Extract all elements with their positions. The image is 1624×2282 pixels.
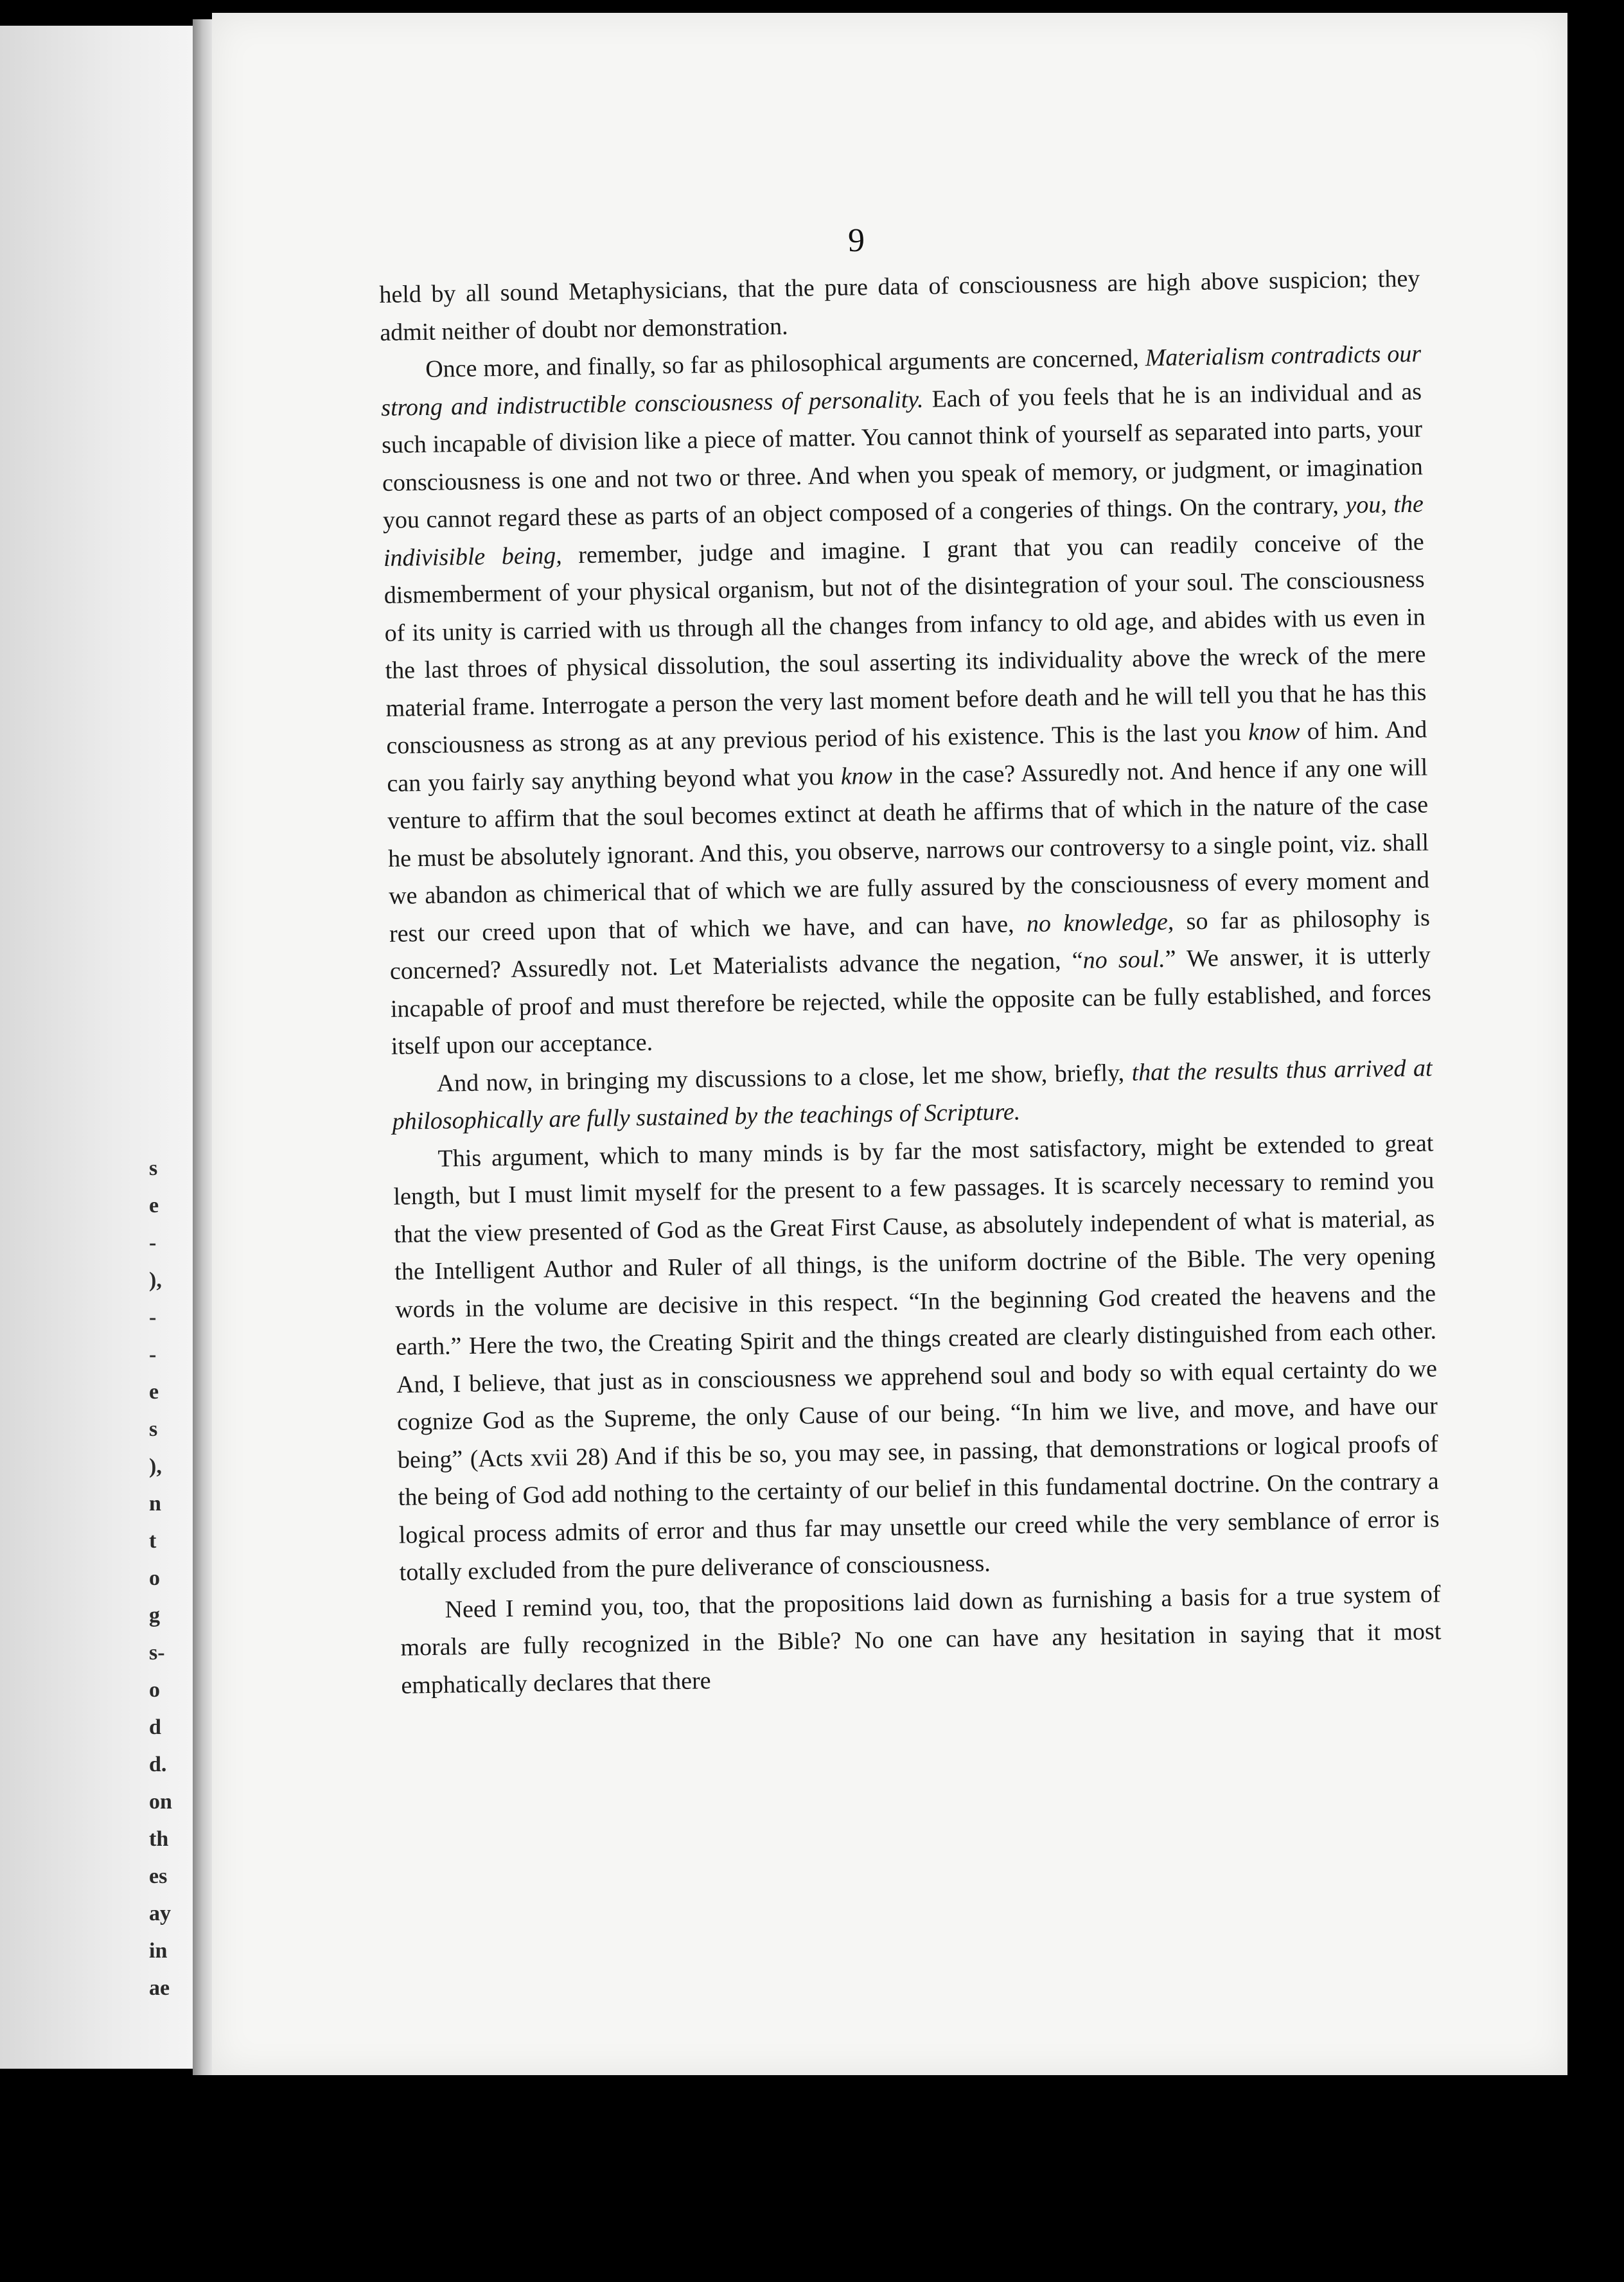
paragraph <box>393 1124 1440 1591</box>
left-edge-letter: o <box>149 1566 160 1590</box>
left-edge-letter: g <box>149 1604 160 1627</box>
scan-border-bottom <box>0 2075 1624 2282</box>
left-edge-letter: on <box>149 1790 172 1814</box>
text-segment: remember, judge and imagine. I grant that you can readily conceive of the dismemberment of your physical organism, but not of the disintegration of your soul. The consciousness of its unity is carried with us through all the changes from infancy to old age, and abides with us even in the last throes of physical dissolution, the soul asserting its individuality above the wreck of the mere material frame. Interrogate a person the very last moment before death and he will tell you that he has this consciousness as strong as at any previous period of his existence. This is the last you <box>384 528 1427 759</box>
text-segment: ” We answer, it is utterly incapable of proof and must therefore be rejected, while the opposite can be fully established, and forces itself upon our acceptance. <box>390 941 1432 1060</box>
left-edge-letter: ay <box>149 1902 171 1925</box>
emphasized-text: no knowledge, <box>1026 908 1174 937</box>
emphasized-text: no soul. <box>1082 945 1166 974</box>
text-segment: in the case? Assuredly not. And hence if any one will venture to affirm that the soul becomes extinct at death he affirms that of which in the nature of the case he must be absolutely ignorant. And this, you observe, narrows our controversy to a single point, viz. shall we abandon as chimerical that of which we are fully assured by the consciousness of every moment and rest our creed upon that of which we have, and can have, <box>387 753 1430 948</box>
page-number: 9 <box>848 222 865 259</box>
text-segment: so far as philosophy is concerned? Assuredly not. Let Materialists advance the negation, “ <box>389 903 1431 985</box>
text-segment: And now, in bringing my discussions to a close, let me show, briefly, <box>436 1059 1132 1097</box>
text-segment: of him. And can you fairly say anything beyond what you <box>387 716 1427 797</box>
paragraph <box>400 1575 1442 1704</box>
left-edge-letter: s <box>149 1417 158 1441</box>
left-edge-letter: t <box>149 1529 157 1553</box>
left-edge-letter: th <box>149 1827 169 1851</box>
left-edge-letter: ), <box>149 1268 162 1292</box>
left-edge-letter: - <box>149 1231 157 1255</box>
left-edge-letter: ), <box>149 1455 162 1478</box>
text-segment: held by all sound Metaphysicians, that the pure data of consciousness are high above suspicion; they admit neither of doubt nor demonstration. <box>379 265 1420 346</box>
left-edge-letter: e <box>149 1194 159 1217</box>
left-edge-letter: ae <box>149 1976 170 2000</box>
text-segment: Once more, and finally, so far as philosophical arguments are concerned, <box>425 344 1145 383</box>
paragraph <box>380 335 1432 1066</box>
left-edge-letter: e <box>149 1380 159 1404</box>
left-edge-letter: - <box>149 1305 157 1329</box>
left-edge-letter: s <box>149 1156 158 1180</box>
left-edge-letter: o <box>149 1678 160 1702</box>
text-segment: Need I remind you, too, that the propositions laid down as furnishing a basis for a true system of morals are fully recognized in the Bible? No one can have any hesitation in saying that it most emphatically declares that there <box>400 1580 1442 1699</box>
left-edge-letter: n <box>149 1492 161 1516</box>
left-edge-letter: in <box>149 1939 168 1963</box>
left-edge-letter: s- <box>149 1641 165 1665</box>
left-edge-letter: d <box>149 1715 161 1739</box>
left-edge-letter: - <box>149 1343 157 1367</box>
body-text <box>379 260 1442 1704</box>
emphasized-text: Materialism contradicts our strong and indistructible consciousness of personality. <box>380 340 1422 421</box>
left-edge-letter: es <box>149 1864 168 1888</box>
emphasized-text: you, the indivisible being, <box>383 490 1424 572</box>
text-segment: This argument, which to many minds is by far the most satisfactory, might be extended to great length, but I must limit myself for the present to a few passages. It is scarcely necessary to remind you that the view presented of God as the Great First Cause, as absolutely independent of what is material, as the Intelligent Author and Ruler of all things, is the uniform doctrine of the Bible. The very opening words in the volume are decisive in this respect. “In the beginning God created the heavens and the earth.” Here the two, the Creating Spirit and the things created are clearly distinguished from each other. And, I believe, that just as in consciousness we apprehend soul and body so with equal certainty do we cognize God as the Supreme, the only Cause of our being. “In him we live, and move, and have our being” (Acts xvii 28) And if this be so, you may see, in passing, that demonstrations or logical proofs of the being of God add nothing to the certainty of our belief in this fundamental doctrine. On the contrary a logical process admits of error and thus far may unsettle our creed while the very semblance of error is totally excluded from the pure deliverance of consciousness. <box>393 1129 1440 1586</box>
emphasized-text: know <box>1248 718 1300 746</box>
text-segment: Each of you feels that he is an individual and as such incapable of division like a piece of matter. You cannot think of yourself as separated into parts, your consciousness is one and not two or three. And when you speak of memory, or judgment, or imagination you cannot regard these as parts of an object composed of a congeries of things. On the contrary, <box>381 378 1424 534</box>
emphasized-text: that the results thus arrived at philosophically are fully sustained by the teachings of Scripture. <box>392 1054 1433 1135</box>
left-edge-letter: d. <box>149 1753 167 1776</box>
emphasized-text: know <box>840 762 893 790</box>
book-gutter <box>193 19 212 2075</box>
